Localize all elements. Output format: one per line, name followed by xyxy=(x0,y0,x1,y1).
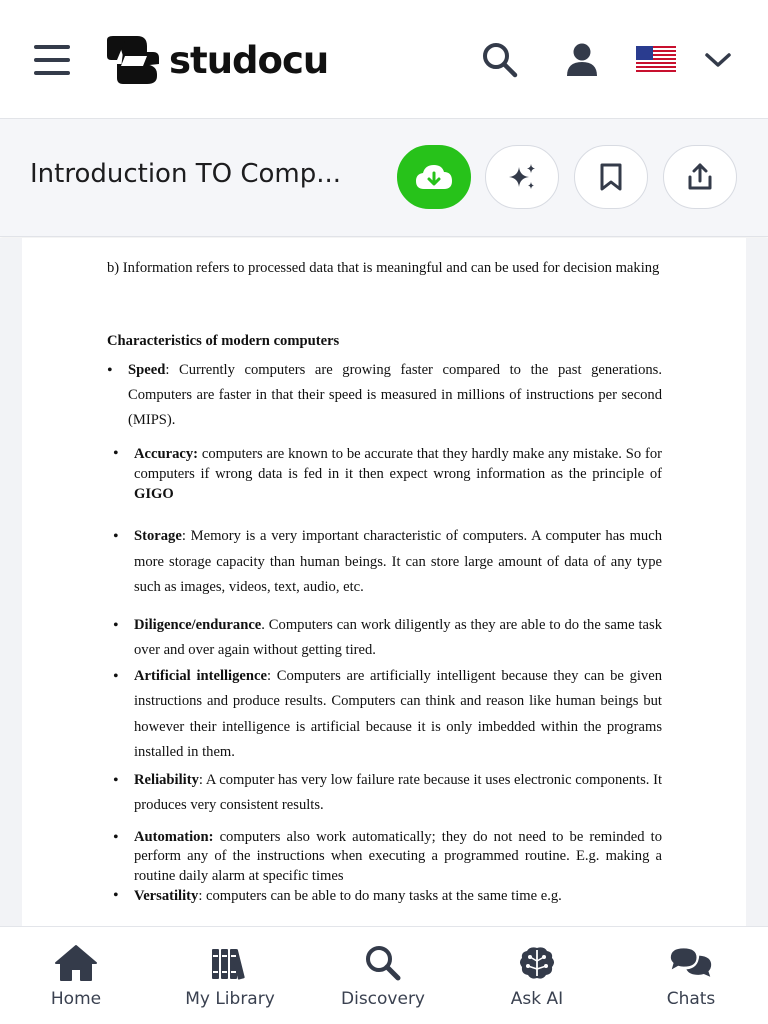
ai-sparkle-icon xyxy=(506,161,538,193)
search-icon[interactable] xyxy=(478,38,522,82)
document-content xyxy=(107,258,662,906)
nav-label: Home xyxy=(50,989,102,1009)
us-flag-icon[interactable] xyxy=(636,46,676,72)
top-header xyxy=(0,0,768,119)
home-icon xyxy=(54,943,98,983)
nav-ask-ai[interactable] xyxy=(472,943,602,1013)
chat-bubbles-icon xyxy=(669,943,713,983)
ai-brain-icon xyxy=(515,943,559,983)
bottom-navigation xyxy=(0,926,768,1024)
chevron-down-icon[interactable] xyxy=(696,38,740,82)
nav-label: Ask AI xyxy=(510,989,564,1009)
document-title-bar xyxy=(0,119,768,237)
share-icon xyxy=(685,162,715,192)
list-item: • Automation: computers also work automatically; they do not need to be reminded to perform any of the instructions when executing a programmed routine. E.g. making a routine daily alarm at specific times xyxy=(107,828,662,887)
download-button[interactable] xyxy=(397,145,471,209)
nav-discovery[interactable] xyxy=(318,943,448,1013)
studocu-logo-icon xyxy=(103,34,161,86)
search-icon xyxy=(361,943,405,983)
nav-home[interactable] xyxy=(11,943,141,1013)
bookmark-icon xyxy=(598,162,624,192)
nav-label: My Library xyxy=(185,989,275,1009)
document-viewer[interactable] xyxy=(0,238,768,926)
user-icon[interactable] xyxy=(560,38,604,82)
library-icon xyxy=(208,943,252,983)
save-button[interactable] xyxy=(574,145,648,209)
hamburger-menu-icon[interactable] xyxy=(34,45,70,75)
nav-label: Chats xyxy=(666,989,716,1009)
list-item: • Speed: Currently computers are growing faster compared to the past generations. Computers are faster in that their speed is measured in millions of instructions per second (MIPS). xyxy=(107,358,662,433)
nav-label: Discovery xyxy=(341,989,425,1009)
ai-assist-button[interactable] xyxy=(485,145,559,209)
studocu-logo[interactable] xyxy=(103,34,328,86)
list-item: • Versatility: computers can be able to do many tasks at the same time e.g. xyxy=(107,886,662,906)
nav-chats[interactable] xyxy=(626,943,756,1013)
list-item: • Reliability: A computer has very low failure rate because it uses electronic components. It produces very consistent results. xyxy=(107,768,662,819)
list-item: • Diligence/endurance. Computers can work diligently as they are able to do the same task over and over again without getting tired. xyxy=(107,613,662,663)
share-button[interactable] xyxy=(663,145,737,209)
intro-paragraph: b) Information refers to processed data that is meaningful and can be used for decision making xyxy=(107,260,660,276)
nav-my-library[interactable] xyxy=(165,943,295,1013)
list-item: • Storage: Memory is a very important characteristic of computers. A computer has much more storage capacity than human beings. It can store large amount of data of any type such as images, videos, text, audio, etc. xyxy=(107,524,662,601)
cloud-download-icon xyxy=(414,162,454,192)
list-item: • Artificial intelligence: Computers are artificially intelligent because they can be given instructions and produce results. Computers can think and reason like human beings but however their intelligence is artificial because it is only imbedded within the programs installed in them. xyxy=(107,664,662,766)
document-page xyxy=(22,238,746,926)
logo-text: studocu xyxy=(169,38,329,82)
document-title: Introduction TO Comp... xyxy=(30,159,342,189)
list-item: • Accuracy: computers are known to be accurate that they hardly make any mistake. So for computers if wrong data is fed in it then expect wrong information as the principle of GIGO xyxy=(107,444,662,504)
characteristics-list xyxy=(107,358,662,906)
section-heading: Characteristics of modern computers xyxy=(107,333,340,349)
